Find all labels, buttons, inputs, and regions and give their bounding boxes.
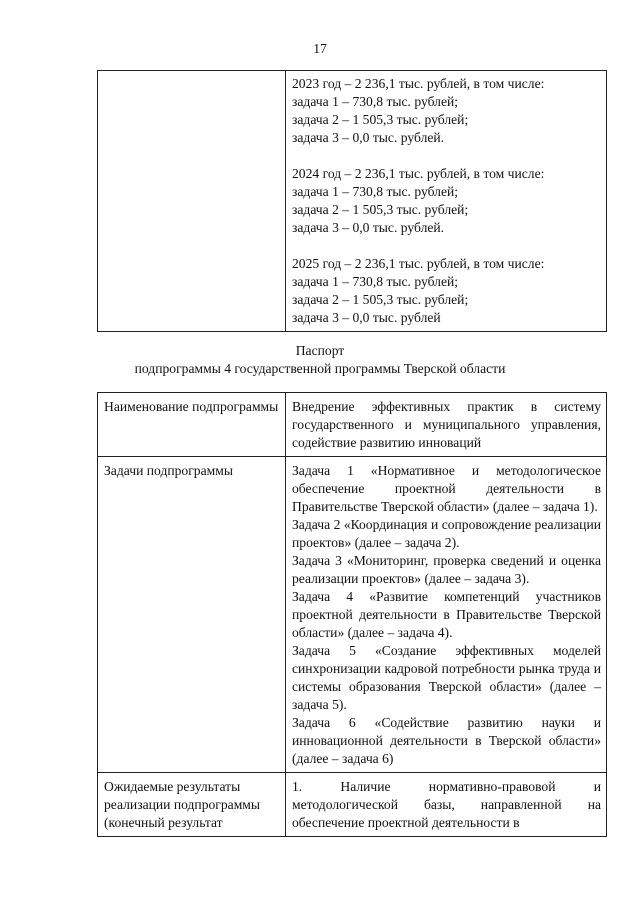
task-amount: задача 2 – 1 505,3 тыс. рублей; [292,292,469,307]
task-amount: задача 2 – 1 505,3 тыс. рублей; [292,112,469,127]
table-row [98,773,607,837]
passport-title: Паспорт [295,343,345,358]
task-amount: задача 3 – 0,0 тыс. рублей. [292,220,445,235]
row-label: Задачи подпрограммы [98,457,286,773]
table-row [98,71,607,332]
year-total: 2025 год – 2 236,1 тыс. рублей, в том числе: [292,256,545,271]
table-row [98,393,607,457]
empty-cell [98,71,286,332]
row-value: Внедрение эффективных практик в систему государственного и муниципального управления, содействие развитию инноваций [286,393,607,457]
task-amount: задача 3 – 0,0 тыс. рублей [292,310,441,325]
tasks-cell [286,457,607,773]
year-block [292,75,601,147]
row-label: Наименование подпрограммы [98,393,286,457]
year-block [292,255,601,327]
funding-cell [286,71,607,332]
passport-subtitle: подпрограммы 4 государственной программы Тверской области [134,361,506,376]
row-value: 1. Наличие нормативно-правовой и методологической базы, направленной на обеспечение проектной деятельности в [286,773,607,837]
task-amount: задача 1 – 730,8 тыс. рублей; [292,274,459,289]
task-amount: задача 1 – 730,8 тыс. рублей; [292,184,459,199]
task-item: Задача 5 «Создание эффективных моделей синхронизации кадровой потребности рынка труда и системы образования Тверской области» (далее – задача 5). [292,643,601,712]
task-amount: задача 3 – 0,0 тыс. рублей. [292,130,445,145]
year-total: 2023 год – 2 236,1 тыс. рублей, в том числе: [292,76,545,91]
task-item: Задача 4 «Развитие компетенций участников проектной деятельности в Правительстве Тверской области» (далее – задача 4). [292,589,601,640]
task-amount: задача 2 – 1 505,3 тыс. рублей; [292,202,469,217]
year-total: 2024 год – 2 236,1 тыс. рублей, в том числе: [292,166,545,181]
funding-table [97,70,607,332]
task-item: Задача 1 «Нормативное и методологическое обеспечение проектной деятельности в Правительстве Тверской области» (далее – задача 1). [292,463,601,514]
passport-table [97,392,607,837]
row-label: Ожидаемые результаты реализации подпрограммы (конечный результат [98,773,286,837]
year-block [292,165,601,237]
task-item: Задача 6 «Содействие развитию науки и инновационной деятельности в Тверской области» (далее – задача 6) [292,715,601,766]
task-amount: задача 1 – 730,8 тыс. рублей; [292,94,459,109]
table-row [98,457,607,773]
page-number: 17 [313,41,327,56]
task-item: Задача 2 «Координация и сопровождение реализации проектов» (далее – задача 2). [292,517,601,550]
task-item: Задача 3 «Мониторинг, проверка сведений и оценка реализации проектов» (далее – задача 3). [292,553,601,586]
